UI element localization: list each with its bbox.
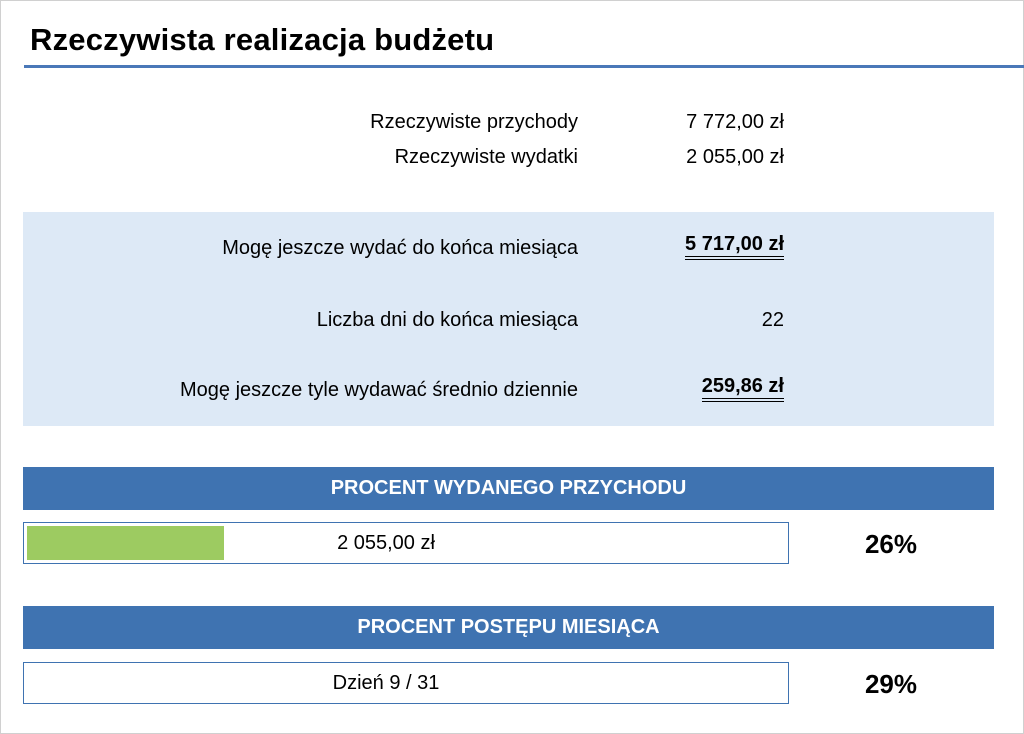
daily-allowance-value[interactable]	[702, 375, 784, 398]
month-progress-header: PROCENT POSTĘPU MIESIĄCA	[23, 606, 994, 649]
month-progress-percent: 29%	[864, 669, 918, 699]
income-spent-bar	[23, 522, 789, 564]
income-label: Rzeczywiste przychody	[370, 111, 578, 133]
income-spent-header: PROCENT WYDANEGO PRZYCHODU	[23, 467, 994, 510]
days-left-value[interactable]: 22	[761, 309, 784, 331]
month-progress-bar	[23, 662, 789, 704]
days-left-label: Liczba dni do końca miesiąca	[316, 309, 578, 331]
income-spent-percent: 26%	[864, 529, 918, 559]
remaining-amount: 5 717,00 zł	[685, 233, 784, 260]
income-value[interactable]: 7 772,00 zł	[686, 111, 784, 133]
daily-allowance-amount: 259,86 zł	[702, 375, 784, 402]
month-progress-bar-text: Dzień 9 / 31	[332, 671, 440, 694]
remaining-label: Mogę jeszcze wydać do końca miesiąca	[222, 237, 578, 259]
expenses-value[interactable]: 2 055,00 zł	[686, 146, 784, 168]
title-underline	[24, 65, 1024, 68]
page-title: Rzeczywista realizacja budżetu	[30, 22, 495, 57]
daily-allowance-label: Mogę jeszcze tyle wydawać średnio dziennie	[180, 379, 578, 401]
remaining-value[interactable]	[685, 233, 784, 256]
expenses-label: Rzeczywiste wydatki	[394, 146, 578, 168]
income-spent-bar-text: 2 055,00 zł	[337, 531, 435, 554]
